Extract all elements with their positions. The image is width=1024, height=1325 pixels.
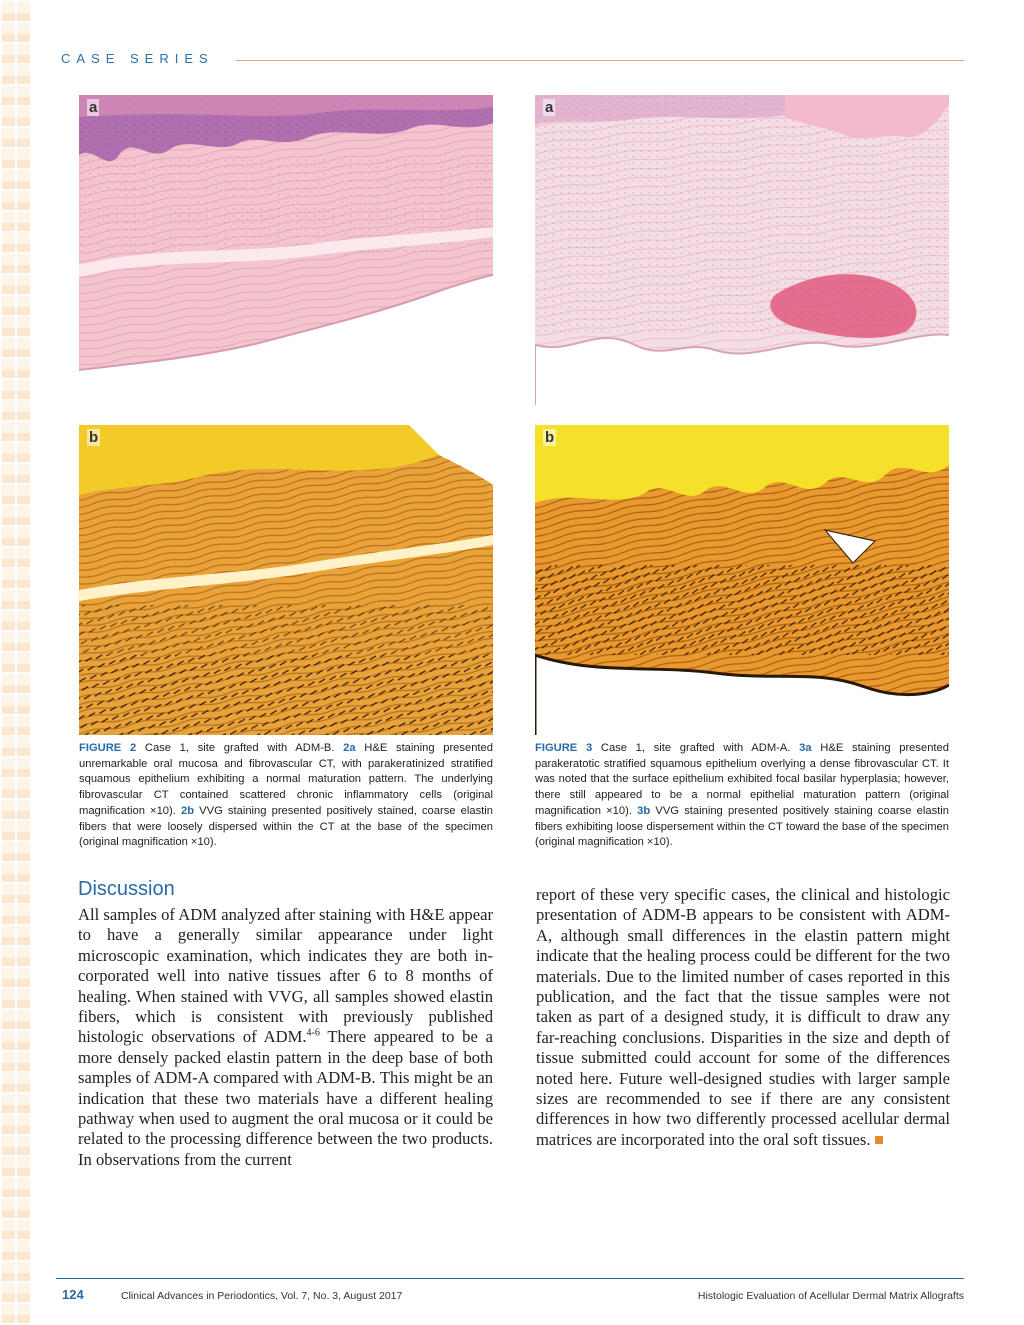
section-heading: Discussion	[78, 878, 175, 900]
caption-ref: 3b	[637, 804, 651, 817]
paragraph-text: report of these very specific cases, the clinical and histologic presentation of ADM-B appears to be consistent with ADM-A, although small differences in the elastin pattern might indicate that the healing process could be different for the two materials. Due to the limited number of cases reported in this publication, and the fact that the tissue samples were not taken as part of a designed study, it is difficult to draw any far-reaching conclusions. Disparities in the size and depth of tissue submitted could account for some of the differences noted here. Future well-designed studies with larger sample sizes are recommended to see if there are any consistent differences in how two differently processed acellular dermal matrices are incorporated into the oral soft tissues.	[536, 885, 950, 1149]
journal-citation: Clinical Advances in Periodontics, Vol. 7, No. 3, August 2017	[121, 1290, 403, 1302]
caption-text: H&E staining presented parakeratotic stratified squamous epithelium overlying a dense fibrovascular CT. It was noted that the surface epithelium exhibited focal basilar hyperplasia; however, there still appeared to be a normal epithelial maturation pattern (original magnification ×10).	[535, 742, 949, 817]
panel-label: b	[89, 429, 99, 446]
end-of-article-mark	[875, 1136, 883, 1144]
article-running-title: Histologic Evaluation of Acellular Dermal Matrix Allografts	[697, 1290, 964, 1302]
discussion-column-2	[536, 885, 950, 1150]
figure-3a-micrograph	[535, 95, 949, 405]
panel-label: b	[545, 429, 555, 446]
caption-text: H&E staining presented unremarkable oral mucosa and fibrovascular CT, with parakeratinized stratified squamous epithelium exhibiting a normal maturation pattern. The underlying fibrovascular CT contained scattered chronic inflammatory cells (original magnification ×10).	[79, 742, 493, 817]
panel-label: a	[545, 99, 554, 116]
figure-2a-micrograph	[79, 95, 493, 405]
citation-superscript: 4-6	[306, 1027, 320, 1039]
caption-ref: 2a	[343, 742, 356, 754]
caption-text: Case 1, site grafted with ADM-B.	[136, 742, 344, 754]
figure-2b-micrograph	[79, 425, 493, 735]
caption-label: FIGURE 2	[79, 742, 137, 754]
decorative-side-strip	[0, 0, 30, 1325]
caption-ref: 2b	[180, 804, 195, 817]
footer-rule	[56, 1278, 964, 1279]
paragraph-text: There appeared to be a more densely packed elastin pattern in the deep base of both samples of ADM-A compared with ADM-B. This might be an indication that these two materials have a different healing pathway when used to augment the oral mucosa or it could be related to the processing difference between the two products. In observations from the current	[78, 1027, 493, 1169]
running-head: CASE SERIES	[61, 51, 214, 66]
caption-ref: 3a	[799, 742, 812, 754]
paragraph-text: All samples of ADM analyzed after staining with H&E appear to have a generally similar appearance under light microscopic examination, which indicates they are both incorporated well into native tissues after 6 to 8 months of healing. When stained with VVG, all samples showed elastin fibers, which is consistent with previously published histologic observations of ADM.	[78, 905, 493, 1047]
caption-label: FIGURE 3	[535, 742, 593, 754]
header-rule	[236, 60, 964, 61]
caption-text: VVG staining presented positively stained, coarse elastin fibers that were loosely dispersed within the CT at the base of the specimen (original magnification ×10).	[79, 804, 493, 849]
caption-text: VVG staining presented positively staining coarse elastin fibers exhibiting loose dispersement within the CT toward the base of the specimen (original magnification ×10).	[535, 804, 949, 849]
panel-label: a	[89, 99, 98, 116]
discussion-column-1	[78, 905, 493, 1170]
figure-2-caption	[79, 741, 493, 851]
figure-3b-micrograph	[535, 425, 949, 735]
page-number: 124	[62, 1287, 84, 1302]
figure-3-caption	[535, 741, 949, 851]
caption-text: Case 1, site grafted with ADM-A.	[592, 742, 800, 754]
